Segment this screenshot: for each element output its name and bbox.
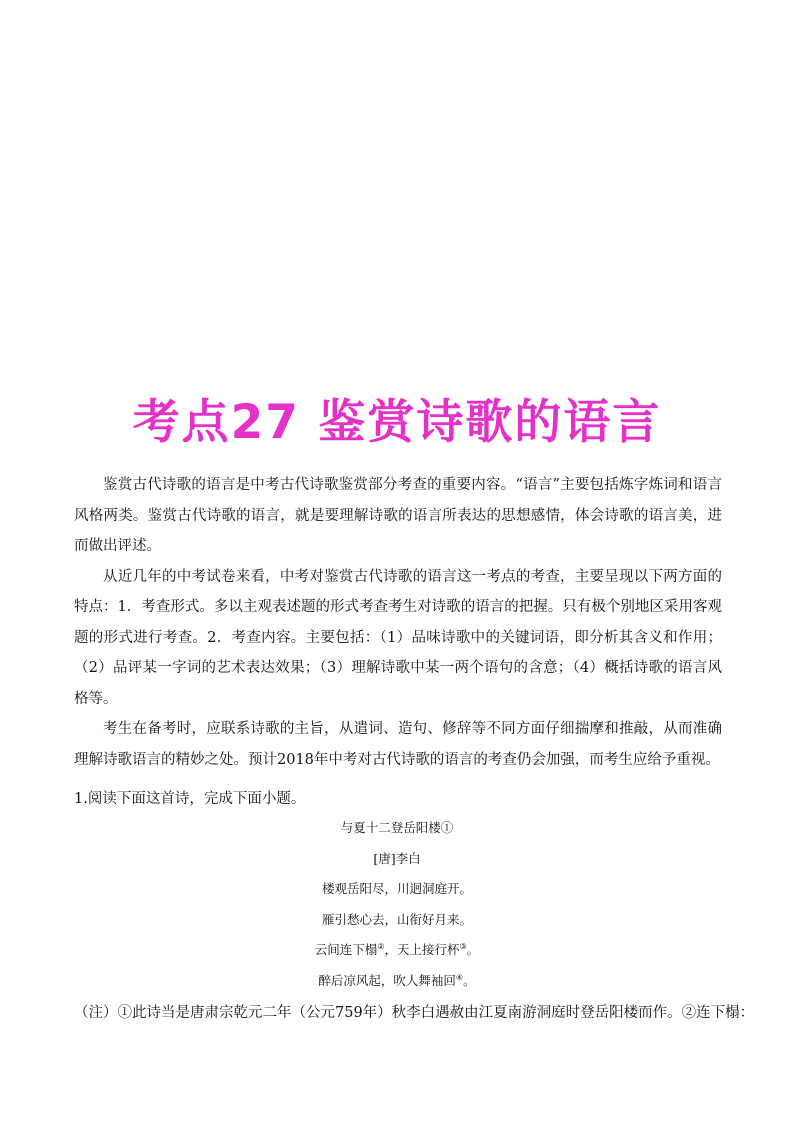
poem-line-text: ，天上接行杯 xyxy=(384,942,460,957)
poem-line-text: 。 xyxy=(466,942,480,957)
poem-line-text: 。 xyxy=(463,972,476,988)
poem-title xyxy=(0,816,794,847)
poem-line: 楼观岳阳尽，川迥洞庭开。 xyxy=(321,881,472,896)
poem-line xyxy=(0,969,794,1000)
intro-paragraph-2: 从近几年的中考试卷来看，中考对鉴赏古代诗歌的语言这一考点的考查，主要呈现以下两方面的特点：1．考查形式。多以主观表述题的形式考查考生对诗歌的语言的把握。只有极个别地区采用客观题的形式进行考查。2．考查内容。主要包括：（1）品味诗歌中的关键词语，即分析其含义和作用；（2）品评某一字词的艺术表达效果；（3）理解诗歌中某一两个语句的含意；（4）概括诗歌的语言风格等。 xyxy=(74,568,722,707)
page-title: 考点27 鉴赏诗歌的语言 xyxy=(132,395,662,450)
footnote-mark: ② xyxy=(377,941,385,951)
poem-line-text: 醉后凉风起，吹人舞袖回 xyxy=(318,972,456,988)
poem-line-text: 云间连下榻 xyxy=(314,942,378,957)
poem-note: （注）①此诗当是唐肃宗乾元二年（公元759年）秋李白遇赦由江夏南游洞庭时登岳阳楼而作。②连下榻： xyxy=(74,1005,755,1021)
poem-line xyxy=(0,938,794,969)
intro-paragraph-1: 鉴赏古代诗歌的语言是中考古代诗歌鉴赏部分考查的重要内容。“语言”主要包括炼字炼词和语言风格两类。鉴赏古代诗歌的语言，就是要理解诗歌的语言所表达的思想感情，体会诗歌的语言美，进而做出评述。 xyxy=(74,477,722,554)
intro-paragraph-3: 考生在备考时，应联系诗歌的主旨，从遣词、造句、修辞等不同方面仔细揣摩和推敲，从而准确理解诗歌语言的精妙之处。预计2018年中考对古代诗歌的语言的考查仍会加强，而考生应给予重视。 xyxy=(74,721,722,768)
poem xyxy=(0,816,794,999)
footnote-mark: ① xyxy=(440,820,454,835)
footnote-mark: ③ xyxy=(459,941,467,951)
footnote-mark: ④ xyxy=(455,972,464,982)
poem-author: [唐]李白 xyxy=(373,850,421,866)
poem-line: 雁引愁心去，山衔好月来。 xyxy=(321,911,472,927)
intro-text xyxy=(74,470,722,775)
question-prompt: 1.阅读下面这首诗，完成下面小题。 xyxy=(74,791,306,807)
poem-title-text: 与夏十二登岳阳楼 xyxy=(340,820,441,835)
